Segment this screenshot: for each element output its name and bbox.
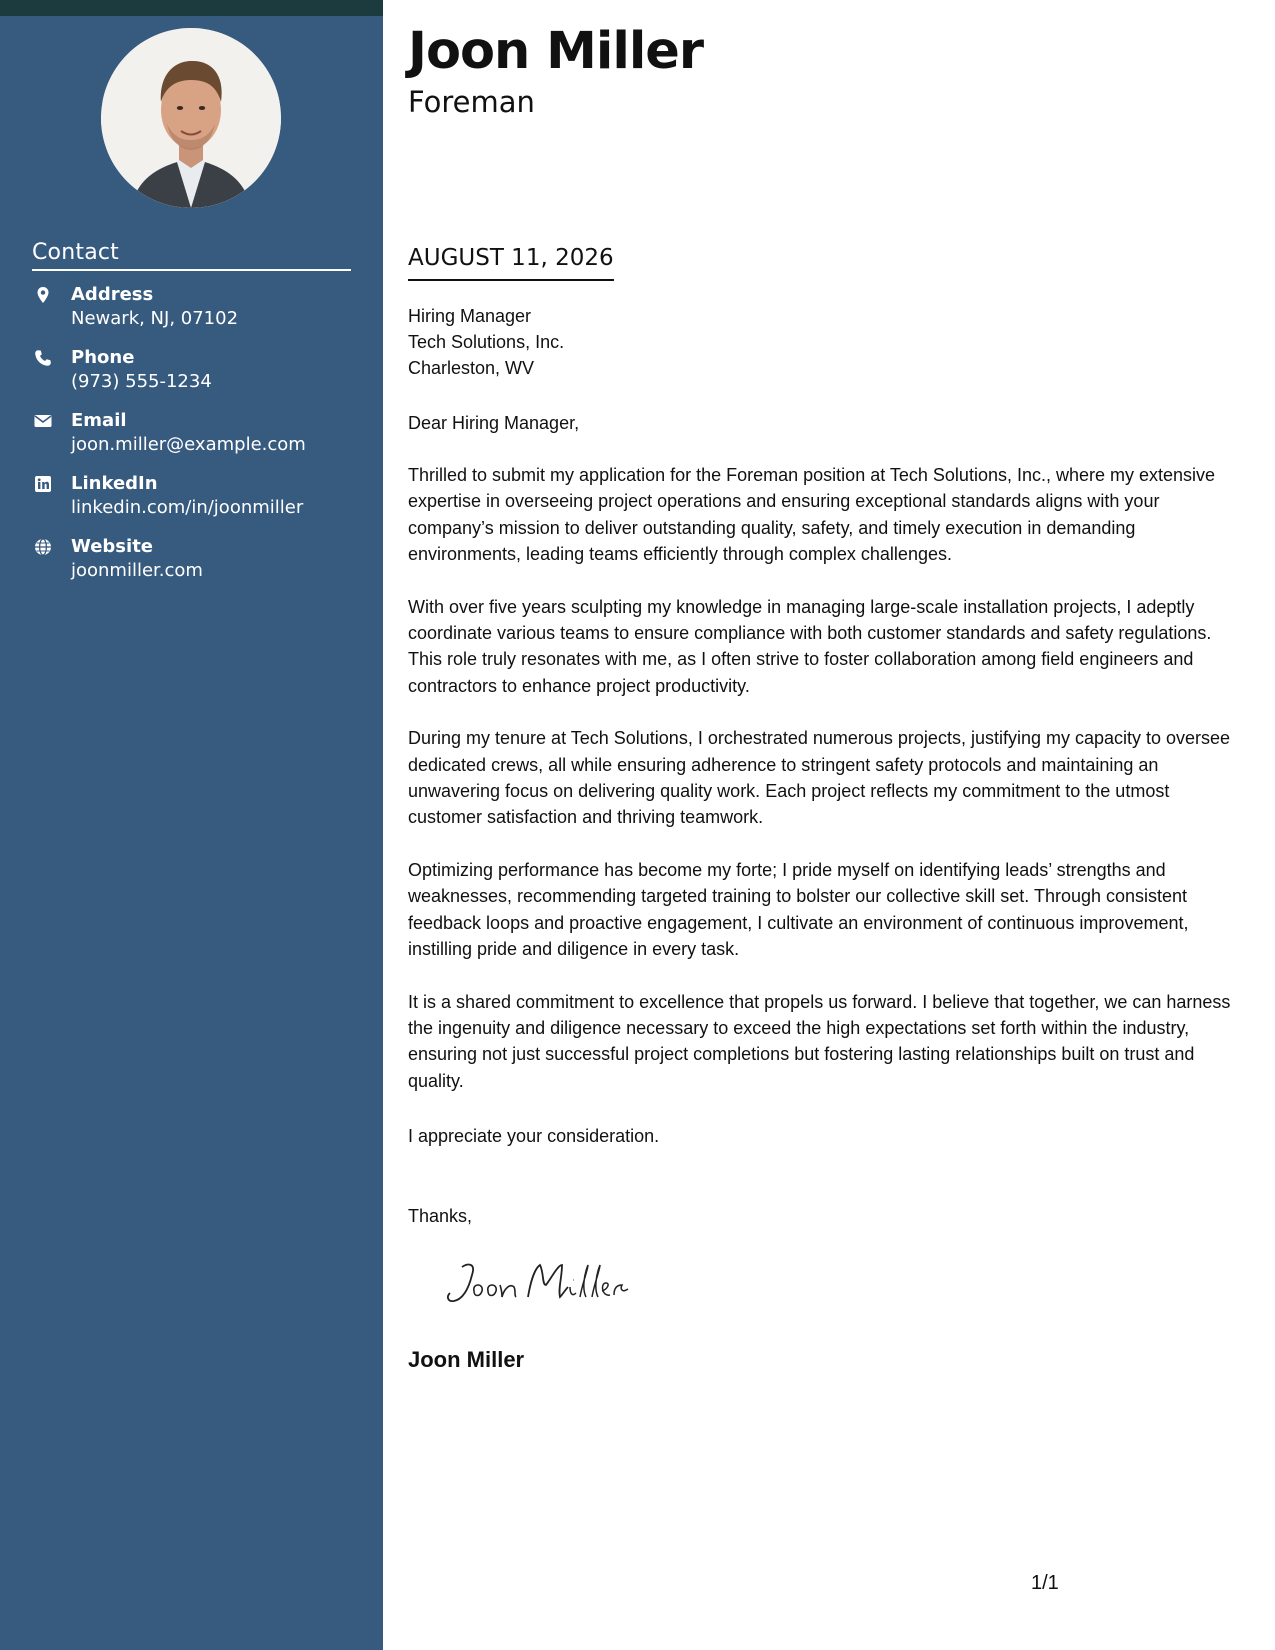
sidebar (0, 0, 383, 1650)
website-value[interactable]: joonmiller.com (71, 560, 203, 581)
body-paragraph: With over five years sculpting my knowledge in managing large-scale installation projects, I adeptly coordinate various teams to ensure compliance with both customer standards and safety regulations. This role truly resonates with me, as I often strive to foster collaboration among field engineers and contractors to enhance project productivity. (408, 596, 1212, 696)
location-pin-icon (34, 286, 52, 304)
avatar (101, 28, 281, 208)
letter-date: AUGUST 11, 2026 (408, 243, 614, 281)
contact-label: Email (71, 410, 127, 431)
recipient-line: Charleston, WV (408, 358, 535, 378)
recipient-block (408, 303, 564, 381)
contact-item-website (32, 536, 362, 599)
signer-name: Joon Miller (408, 1347, 525, 1372)
contact-item-phone (32, 347, 362, 410)
linkedin-value[interactable]: linkedin.com/in/joonmiller (71, 497, 304, 518)
contact-label: LinkedIn (71, 473, 158, 494)
contact-label: Phone (71, 347, 135, 368)
profile-photo (101, 28, 281, 208)
contact-label: Address (71, 284, 154, 305)
closing-line: I appreciate your consideration. (408, 1126, 660, 1146)
body-paragraph: Thrilled to submit my application for the Foreman position at Tech Solutions, Inc., where my extensive expertise in overseeing project operations and ensuring exceptional standards aligns with your company’s mission to deliver outstanding quality, safety, and timely execution in demanding environments, leading teams efficiently through complex challenges. (408, 465, 1216, 565)
address-value: Newark, NJ, 07102 (71, 308, 239, 329)
contact-item-address (32, 284, 362, 347)
job-title: Foreman (408, 85, 535, 119)
linkedin-icon (34, 475, 52, 493)
contact-heading: Contact (32, 240, 351, 271)
body-paragraph: It is a shared commitment to excellence that propels us forward. I believe that together, we can harness the ingenuity and diligence necessary to exceed the high expectations set forth within the industry, ensuring not just successful project completions but fostering lasting relationships built on trust and quality. (408, 991, 1231, 1091)
recipient-line: Tech Solutions, Inc. (408, 332, 565, 352)
phone-value: (973) 555-1234 (71, 371, 212, 392)
contact-label: Website (71, 536, 154, 557)
contact-item-linkedin (32, 473, 362, 536)
handwritten-signature (442, 1255, 642, 1311)
body-paragraph: Optimizing performance has become my forte; I pride myself on identifying leads’ strengths and weaknesses, recommending targeted training to bolster our collective skill set. Through consistent feedback loops and proactive engagement, I cultivate an environment of continuous improvement, instilling pride and diligence in every task. (408, 859, 1189, 960)
phone-icon (34, 349, 52, 367)
globe-icon (34, 538, 52, 556)
email-value[interactable]: joon.miller@example.com (71, 434, 306, 455)
envelope-icon (34, 412, 52, 430)
contact-item-email (32, 410, 362, 473)
applicant-name: Joon Miller (408, 22, 704, 81)
letter-body (408, 462, 1244, 1120)
sign-off: Thanks, (408, 1206, 473, 1226)
recipient-line: Hiring Manager (408, 306, 532, 326)
page-number: 1/1 (1031, 1572, 1059, 1594)
contact-list (32, 284, 362, 599)
sidebar-top-bar (0, 0, 383, 16)
body-paragraph: During my tenure at Tech Solutions, I orchestrated numerous projects, justifying my capacity to oversee dedicated crews, all while ensuring adherence to stringent safety protocols and maintaining an unwavering focus on delivering quality work. Each project reflects my commitment to the utmost customer satisfaction and thriving teamwork. (408, 728, 1231, 828)
salutation: Dear Hiring Manager, (408, 413, 580, 433)
